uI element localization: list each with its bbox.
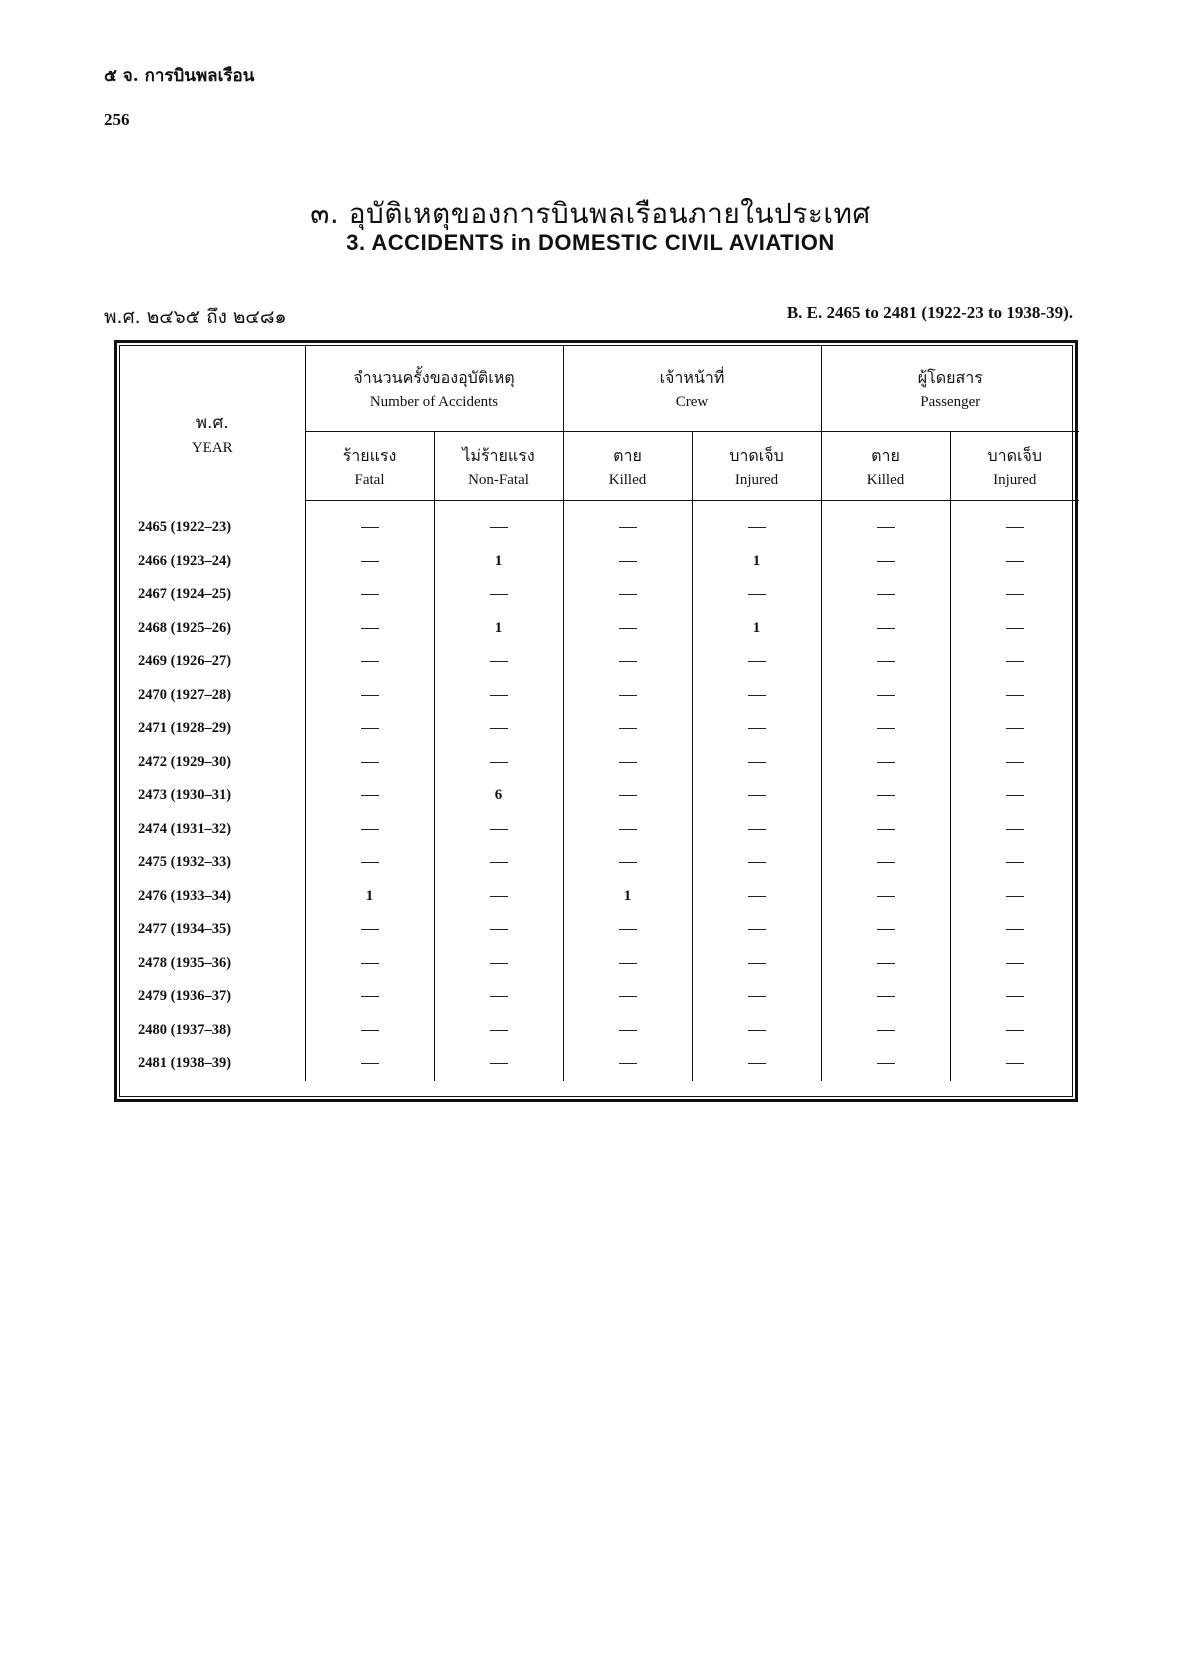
dash-mark [490, 963, 508, 964]
value-cell [434, 880, 563, 914]
value-cell [950, 545, 1079, 579]
table-row [120, 501, 1079, 545]
group-header-thai: ผู้โดยสาร [917, 368, 983, 387]
value-cell [821, 645, 950, 679]
value-cell [821, 578, 950, 612]
value-cell [692, 578, 821, 612]
year-cell: 2468 (1925–26) [138, 619, 232, 636]
table-row [120, 1014, 1079, 1048]
value-cell [950, 947, 1079, 981]
dash-mark [877, 1030, 895, 1031]
value-cell [563, 612, 692, 646]
value-cell [563, 501, 692, 545]
dash-mark [877, 896, 895, 897]
dash-mark [490, 695, 508, 696]
value-cell [563, 913, 692, 947]
year-cell: 2469 (1926–27) [138, 653, 232, 670]
value-cell [434, 679, 563, 713]
value-cell [950, 846, 1079, 880]
value-cell [950, 779, 1079, 813]
value-cell [950, 578, 1079, 612]
dash-mark [748, 829, 766, 830]
dash-mark [619, 695, 637, 696]
dash-mark [748, 1030, 766, 1031]
table-title-thai: ๓. อุบัติเหตุของการบินพลเรือนภายในประเทศ [310, 197, 871, 230]
accidents-table-frame [114, 340, 1078, 1102]
year-cell: 2465 (1922–23) [138, 519, 232, 535]
value-cell [563, 645, 692, 679]
table-row [120, 779, 1079, 813]
value-cell [563, 679, 692, 713]
value-cell [692, 746, 821, 780]
accidents-table [120, 346, 1079, 1081]
value-cell [305, 1014, 434, 1048]
value-cell [821, 880, 950, 914]
value-cell [950, 645, 1079, 679]
value-cell [434, 612, 563, 646]
group-header-passenger [821, 346, 1079, 432]
value-cell [692, 1014, 821, 1048]
dash-mark [361, 795, 379, 796]
dash-mark [748, 661, 766, 662]
dash-mark [877, 762, 895, 763]
value-cell [305, 980, 434, 1014]
dash-mark [1006, 1030, 1024, 1031]
dash-mark [877, 829, 895, 830]
value-cell [950, 813, 1079, 847]
dash-mark [748, 862, 766, 863]
table-row [120, 1047, 1079, 1081]
year-header-english: YEAR [191, 440, 233, 457]
value-cell [692, 813, 821, 847]
value-cell [950, 712, 1079, 746]
dash-mark [748, 527, 766, 528]
value-cell [434, 947, 563, 981]
dash-mark [877, 628, 895, 629]
value-cell [563, 846, 692, 880]
year-cell: 2481 (1938–39) [138, 1055, 232, 1072]
year-cell: 2467 (1924–25) [138, 586, 232, 603]
subheader-passenger-injured [950, 432, 1079, 501]
year-column-header [120, 346, 305, 501]
dash-mark [1006, 594, 1024, 595]
table-row [120, 578, 1079, 612]
value-cell [305, 746, 434, 780]
dash-mark [619, 561, 637, 562]
dash-mark [619, 1030, 637, 1031]
group-header-english: Crew [675, 394, 709, 410]
group-header-thai: จำนวนครั้งของอุบัติเหตุ [353, 368, 515, 387]
value-cell [821, 947, 950, 981]
table-title-english: 3. ACCIDENTS in DOMESTIC CIVIL AVIATION [346, 230, 835, 255]
table-body [120, 501, 1079, 1081]
value-cell [563, 578, 692, 612]
dash-mark [361, 862, 379, 863]
value-number: 1 [494, 619, 503, 636]
dash-mark [877, 929, 895, 930]
value-cell [692, 501, 821, 545]
dash-mark [490, 594, 508, 595]
dash-mark [1006, 862, 1024, 863]
subheader-english: Injured [734, 471, 779, 488]
value-cell [305, 846, 434, 880]
dash-mark [1006, 762, 1024, 763]
dash-mark [490, 1063, 508, 1064]
value-cell [692, 679, 821, 713]
value-number: 1 [623, 887, 632, 904]
dash-mark [490, 762, 508, 763]
dash-mark [361, 829, 379, 830]
value-cell [950, 880, 1079, 914]
year-cell: 2473 (1930–31) [138, 787, 232, 804]
value-cell [305, 501, 434, 545]
dash-mark [1006, 963, 1024, 964]
value-cell [563, 813, 692, 847]
value-cell [692, 913, 821, 947]
dash-mark [490, 661, 508, 662]
subheader-thai: ตาย [613, 445, 642, 465]
dash-mark [877, 1063, 895, 1064]
dash-mark [490, 896, 508, 897]
dash-mark [490, 728, 508, 729]
dash-mark [619, 795, 637, 796]
year-header-thai: พ.ศ. [195, 413, 229, 434]
dash-mark [1006, 695, 1024, 696]
year-cell: 2476 (1933–34) [138, 887, 232, 904]
table-row [120, 746, 1079, 780]
group-header-accidents [305, 346, 563, 432]
value-cell [692, 612, 821, 646]
subheader-thai: ตาย [871, 445, 900, 465]
table-row [120, 846, 1079, 880]
dash-mark [361, 695, 379, 696]
dash-mark [361, 561, 379, 562]
table-row [120, 813, 1079, 847]
subheader-thai: ไม่ร้ายแรง [462, 445, 535, 465]
dash-mark [361, 1063, 379, 1064]
value-cell [692, 779, 821, 813]
value-cell [950, 501, 1079, 545]
value-cell [434, 645, 563, 679]
dash-mark [877, 695, 895, 696]
dash-mark [361, 963, 379, 964]
subheader-non-fatal [434, 432, 563, 501]
value-cell [434, 578, 563, 612]
value-cell [434, 545, 563, 579]
dash-mark [361, 628, 379, 629]
value-cell [305, 1047, 434, 1081]
value-cell [305, 612, 434, 646]
dash-mark [619, 963, 637, 964]
dash-mark [877, 594, 895, 595]
dash-mark [490, 1030, 508, 1031]
subheader-thai: บาดเจ็บ [987, 445, 1043, 465]
value-cell [563, 779, 692, 813]
value-cell [434, 913, 563, 947]
year-cell: 2479 (1936–37) [138, 988, 232, 1005]
page-number: 256 [104, 110, 130, 129]
value-number: 1 [752, 552, 761, 569]
value-cell [821, 712, 950, 746]
value-cell [434, 846, 563, 880]
running-head: ๕ จ. การบินพลเรือน [104, 66, 255, 86]
value-cell [692, 712, 821, 746]
value-cell [692, 1047, 821, 1081]
value-cell [434, 712, 563, 746]
dash-mark [361, 661, 379, 662]
value-cell [821, 813, 950, 847]
value-cell [305, 779, 434, 813]
dash-mark [619, 829, 637, 830]
value-cell [434, 1047, 563, 1081]
subheader-english: Non-Fatal [468, 471, 529, 488]
subheader-crew-killed [563, 432, 692, 501]
accidents-table-inner [119, 345, 1073, 1097]
dash-mark [877, 561, 895, 562]
value-number: 1 [752, 619, 761, 636]
value-cell [950, 679, 1079, 713]
value-cell [305, 712, 434, 746]
value-number: 6 [494, 787, 503, 804]
dash-mark [1006, 527, 1024, 528]
year-cell: 2477 (1934–35) [138, 921, 232, 938]
value-cell [821, 612, 950, 646]
dash-mark [361, 594, 379, 595]
dash-mark [619, 728, 637, 729]
dash-mark [1006, 1063, 1024, 1064]
dash-mark [361, 996, 379, 997]
dash-mark [1006, 661, 1024, 662]
table-row [120, 645, 1079, 679]
value-cell [563, 1014, 692, 1048]
dash-mark [619, 996, 637, 997]
value-cell [692, 645, 821, 679]
dash-mark [1006, 728, 1024, 729]
value-cell [821, 746, 950, 780]
value-cell [692, 545, 821, 579]
subheader-english: Injured [993, 471, 1037, 488]
dash-mark [748, 695, 766, 696]
table-row [120, 712, 1079, 746]
dash-mark [361, 762, 379, 763]
subheader-crew-injured [692, 432, 821, 501]
dash-mark [748, 1063, 766, 1064]
value-cell [563, 947, 692, 981]
value-cell [821, 1047, 950, 1081]
value-cell [821, 679, 950, 713]
dash-mark [490, 862, 508, 863]
dash-mark [1006, 896, 1024, 897]
value-cell [434, 980, 563, 1014]
value-cell [305, 880, 434, 914]
year-range-thai: พ.ศ. ๒๔๖๕ ถึง ๒๔๘๑ [104, 306, 287, 328]
dash-mark [619, 929, 637, 930]
group-header-english: Number of Accidents [369, 394, 499, 410]
table-row [120, 679, 1079, 713]
dash-mark [619, 527, 637, 528]
dash-mark [1006, 996, 1024, 997]
value-cell [563, 545, 692, 579]
dash-mark [877, 728, 895, 729]
group-header-english: Passenger [920, 394, 981, 410]
value-cell [563, 712, 692, 746]
dash-mark [619, 1063, 637, 1064]
value-cell [305, 545, 434, 579]
dash-mark [877, 963, 895, 964]
year-cell: 2480 (1937–38) [138, 1021, 232, 1038]
subheader-thai: บาดเจ็บ [729, 445, 784, 465]
dash-mark [361, 527, 379, 528]
table-header [120, 346, 1079, 501]
value-cell [950, 913, 1079, 947]
dash-mark [361, 1030, 379, 1031]
value-cell [305, 578, 434, 612]
group-header-thai: เจ้าหน้าที่ [659, 368, 725, 387]
dash-mark [748, 795, 766, 796]
table-row [120, 880, 1079, 914]
value-cell [305, 913, 434, 947]
value-cell [950, 1047, 1079, 1081]
dash-mark [619, 628, 637, 629]
dash-mark [748, 996, 766, 997]
table-row [120, 947, 1079, 981]
dash-mark [490, 527, 508, 528]
value-cell [563, 980, 692, 1014]
table-row [120, 545, 1079, 579]
dash-mark [619, 661, 637, 662]
dash-mark [748, 728, 766, 729]
value-cell [821, 913, 950, 947]
year-cell: 2470 (1927–28) [138, 686, 232, 703]
dash-mark [619, 594, 637, 595]
value-cell [950, 1014, 1079, 1048]
subheader-english: Fatal [354, 471, 385, 488]
dash-mark [748, 929, 766, 930]
subheader-english: Killed [866, 471, 905, 488]
dash-mark [748, 594, 766, 595]
dash-mark [619, 762, 637, 763]
dash-mark [361, 728, 379, 729]
value-cell [434, 813, 563, 847]
value-cell [434, 779, 563, 813]
value-cell [821, 846, 950, 880]
year-cell: 2474 (1931–32) [138, 820, 232, 837]
dash-mark [748, 963, 766, 964]
dash-mark [1006, 628, 1024, 629]
value-cell [950, 612, 1079, 646]
dash-mark [1006, 829, 1024, 830]
value-cell [821, 1014, 950, 1048]
value-cell [563, 880, 692, 914]
value-number: 1 [494, 552, 503, 569]
dash-mark [877, 527, 895, 528]
dash-mark [1006, 929, 1024, 930]
table-row [120, 913, 1079, 947]
value-cell [692, 880, 821, 914]
dash-mark [877, 795, 895, 796]
value-cell [950, 746, 1079, 780]
year-cell: 2466 (1923–24) [138, 552, 232, 569]
value-cell [305, 645, 434, 679]
dash-mark [877, 996, 895, 997]
value-cell [821, 980, 950, 1014]
year-cell: 2472 (1929–30) [138, 753, 232, 770]
value-cell [821, 779, 950, 813]
value-cell [692, 980, 821, 1014]
value-cell [692, 947, 821, 981]
dash-mark [490, 829, 508, 830]
year-cell: 2471 (1928–29) [138, 720, 232, 737]
subheader-passenger-killed [821, 432, 950, 501]
dash-mark [361, 929, 379, 930]
year-cell: 2475 (1932–33) [138, 854, 232, 871]
table-row [120, 612, 1079, 646]
subheader-fatal [305, 432, 434, 501]
value-cell [563, 746, 692, 780]
subheader-english: Killed [608, 471, 647, 488]
dash-mark [877, 862, 895, 863]
value-cell [305, 947, 434, 981]
dash-mark [748, 896, 766, 897]
value-cell [434, 1014, 563, 1048]
value-cell [305, 679, 434, 713]
dash-mark [877, 661, 895, 662]
value-cell [434, 501, 563, 545]
group-header-crew [563, 346, 821, 432]
value-cell [305, 813, 434, 847]
dash-mark [619, 862, 637, 863]
dash-mark [748, 762, 766, 763]
dash-mark [1006, 561, 1024, 562]
subheader-thai: ร้ายแรง [342, 445, 397, 465]
value-cell [821, 501, 950, 545]
value-number: 1 [365, 887, 374, 904]
value-cell [692, 846, 821, 880]
value-cell [434, 746, 563, 780]
table-row [120, 980, 1079, 1014]
value-cell [950, 980, 1079, 1014]
dash-mark [490, 996, 508, 997]
value-cell [563, 1047, 692, 1081]
year-cell: 2478 (1935–36) [138, 954, 232, 971]
value-cell [821, 545, 950, 579]
dash-mark [490, 929, 508, 930]
year-range-english: B. E. 2465 to 2481 (1922-23 to 1938-39). [786, 303, 1073, 322]
dash-mark [1006, 795, 1024, 796]
